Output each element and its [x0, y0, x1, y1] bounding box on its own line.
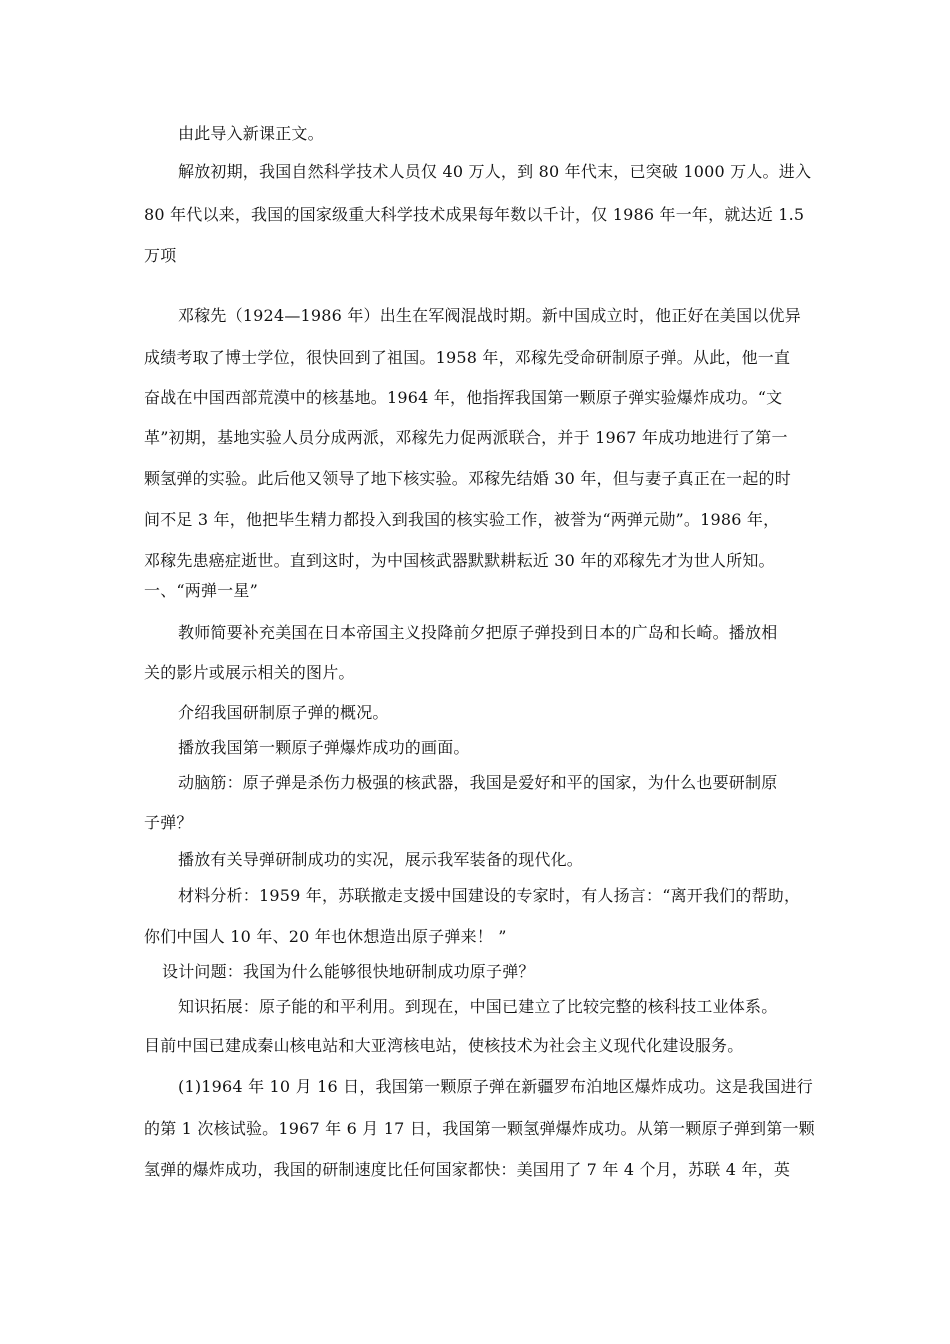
text-line: 由此导入新课正文。: [178, 124, 324, 143]
text-line: 80 年代以来，我国的国家级重大科学技术成果每年数以千计，仅 1986 年一年，就达近 1.5: [144, 205, 805, 224]
text-line: 邓稼先患癌症逝世。直到这时，为中国核武器默默耕耘近 30 年的邓稼先才为世人所知。: [144, 551, 775, 570]
text-line: 材料分析：1959 年，苏联撤走支援中国建设的专家时，有人扬言：“离开我们的帮助，: [178, 886, 801, 905]
text-line: 子弹？: [144, 813, 193, 832]
text-line: 的第 1 次核试验。1967 年 6 月 17 日，我国第一颗氢弹爆炸成功。从第一颗原子弹到第一颗: [144, 1119, 815, 1138]
text-line: 教师简要补充美国在日本帝国主义投降前夕把原子弹投到日本的广岛和长崎。播放相: [178, 623, 778, 642]
text-line: 动脑筋：原子弹是杀伤力极强的核武器，我国是爱好和平的国家，为什么也要研制原: [178, 773, 778, 792]
text-line: 介绍我国研制原子弹的概况。: [178, 703, 389, 722]
text-line: 播放我国第一颗原子弹爆炸成功的画面。: [178, 738, 470, 757]
text-line: 关的影片或展示相关的图片。: [144, 663, 355, 682]
text-line: 设计问题：我国为什么能够很快地研制成功原子弹？: [162, 962, 535, 981]
text-line: 你们中国人 10 年、20 年也休想造出原子弹来！ ”: [144, 927, 507, 946]
text-line: 成绩考取了博士学位，很快回到了祖国。1958 年，邓稼先受命研制原子弹。从此，他一直: [144, 348, 791, 367]
text-line: 颗氢弹的实验。此后他又领导了地下核实验。邓稼先结婚 30 年，但与妻子真正在一起的时: [144, 469, 791, 488]
text-line: 万项: [144, 246, 177, 265]
text-line: (1)1964 年 10 月 16 日，我国第一颗原子弹在新疆罗布泊地区爆炸成功。这是我国进行: [178, 1077, 813, 1096]
text-line: 奋战在中国西部荒漠中的核基地。1964 年，他指挥我国第一颗原子弹实验爆炸成功。“文: [144, 388, 783, 407]
text-line: 播放有关导弹研制成功的实况，展示我军装备的现代化。: [178, 850, 584, 869]
text-line: 邓稼先（1924—1986 年）出生在军阀混战时期。新中国成立时，他正好在美国以优异: [178, 306, 801, 325]
text-line: 解放初期，我国自然科学技术人员仅 40 万人，到 80 年代末，已突破 1000 万人。进入: [178, 162, 812, 181]
section-heading: 一、“两弹一星”: [144, 581, 258, 600]
text-line: 知识拓展：原子能的和平利用。到现在，中国已建立了比较完整的核科技工业体系。: [178, 997, 778, 1016]
text-line: 氢弹的爆炸成功，我国的研制速度比任何国家都快：美国用了 7 年 4 个月，苏联 4 年，英: [144, 1160, 791, 1179]
text-line: 间不足 3 年，他把毕生精力都投入到我国的核实验工作，被誉为“两弹元勋”。1986 年，: [144, 510, 780, 529]
text-line: 目前中国已建成秦山核电站和大亚湾核电站，使核技术为社会主义现代化建设服务。: [144, 1036, 744, 1055]
text-line: 革”初期，基地实验人员分成两派，邓稼先力促两派联合，并于 1967 年成功地进行了第一: [144, 428, 788, 447]
